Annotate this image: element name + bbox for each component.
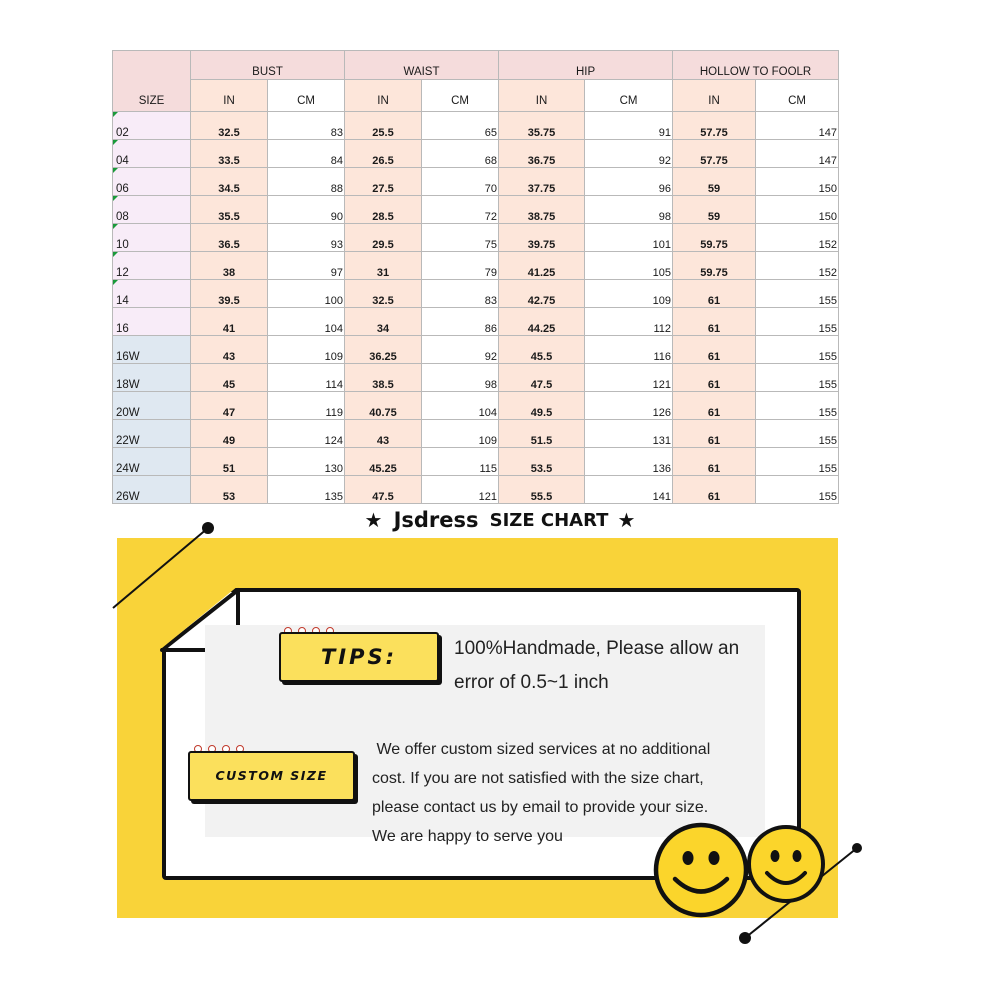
table-row [113,476,839,504]
htf-in-cell: 61 [673,280,756,308]
waist-cm-cell: 121 [422,476,499,504]
size-cell [113,336,191,364]
htf-cm-cell: 150 [756,168,839,196]
hip-in-header: IN [499,80,585,112]
hip-in-cell: 51.5 [499,420,585,448]
waist-in-cell: 45.25 [345,448,422,476]
bust-cm-cell: 124 [268,420,345,448]
waist-header: WAIST [345,51,499,80]
bust-cm-cell: 114 [268,364,345,392]
htf-cm-cell: 155 [756,336,839,364]
htf-cm-cell: 155 [756,392,839,420]
waist-in-cell: 29.5 [345,224,422,252]
table-row [113,420,839,448]
size-label: 26W [116,491,140,503]
waist-cm-cell: 65 [422,112,499,140]
htf-cm-cell: 155 [756,448,839,476]
htf-in-cell: 57.75 [673,140,756,168]
hip-in-cell: 39.75 [499,224,585,252]
waist-in-cell: 32.5 [345,280,422,308]
hip-cm-cell: 98 [585,196,673,224]
waist-in-cell: 36.25 [345,336,422,364]
htf-in-cell: 59.75 [673,252,756,280]
waist-in-cell: 34 [345,308,422,336]
size-label: 16W [116,351,140,363]
htf-in-cell: 61 [673,364,756,392]
cell-marker-icon [113,168,118,173]
hip-in-cell: 55.5 [499,476,585,504]
size-cell [113,280,191,308]
bust-in-cell: 53 [191,476,268,504]
hip-cm-cell: 96 [585,168,673,196]
custom-text-line: We are happy to serve you [372,828,563,845]
bust-in-cell: 36.5 [191,224,268,252]
hip-cm-cell: 131 [585,420,673,448]
bust-cm-header: CM [268,80,345,112]
bust-cm-cell: 93 [268,224,345,252]
size-column-header: SIZE [113,51,191,112]
waist-cm-cell: 72 [422,196,499,224]
bust-in-cell: 51 [191,448,268,476]
htf-in-cell: 61 [673,448,756,476]
size-cell [113,196,191,224]
cell-marker-icon [113,112,118,117]
bust-in-cell: 38 [191,252,268,280]
table-row [113,196,839,224]
hip-cm-cell: 141 [585,476,673,504]
table-row [113,112,839,140]
hip-cm-header: CM [585,80,673,112]
waist-in-cell: 25.5 [345,112,422,140]
size-cell [113,448,191,476]
group-header-row [113,51,839,80]
bust-cm-cell: 135 [268,476,345,504]
size-table-body [113,112,839,504]
bust-in-cell: 34.5 [191,168,268,196]
cell-marker-icon [113,224,118,229]
htf-cm-header: CM [756,80,839,112]
size-label: 24W [116,463,140,475]
hip-cm-cell: 136 [585,448,673,476]
cell-marker-icon [113,252,118,257]
waist-in-header: IN [345,80,422,112]
bust-in-cell: 35.5 [191,196,268,224]
hip-cm-cell: 116 [585,336,673,364]
tips-text-line: 100%Handmade, Please allow an [454,638,740,659]
tips-badge: TIPS: [279,632,439,682]
hollow-to-floor-header: HOLLOW TO FOOLR [673,51,839,80]
size-cell [113,140,191,168]
cell-marker-icon [113,196,118,201]
hip-in-cell: 42.75 [499,280,585,308]
htf-in-cell: 57.75 [673,112,756,140]
htf-cm-cell: 152 [756,252,839,280]
table-row [113,252,839,280]
hip-cm-cell: 101 [585,224,673,252]
waist-in-cell: 47.5 [345,476,422,504]
waist-cm-cell: 79 [422,252,499,280]
bust-in-cell: 47 [191,392,268,420]
hip-in-cell: 53.5 [499,448,585,476]
waist-in-cell: 27.5 [345,168,422,196]
size-label: 02 [116,127,129,139]
size-cell [113,476,191,504]
bust-in-cell: 39.5 [191,280,268,308]
htf-in-cell: 61 [673,476,756,504]
htf-in-cell: 61 [673,420,756,448]
bust-in-cell: 41 [191,308,268,336]
size-cell [113,224,191,252]
tips-text-line: error of 0.5~1 inch [454,672,609,693]
waist-cm-cell: 83 [422,280,499,308]
table-row [113,308,839,336]
htf-in-cell: 61 [673,392,756,420]
bust-cm-cell: 119 [268,392,345,420]
size-label: 22W [116,435,140,447]
star-icon: ★ [617,508,636,532]
bust-in-header: IN [191,80,268,112]
waist-in-cell: 40.75 [345,392,422,420]
size-label: 14 [116,295,129,307]
size-label: 06 [116,183,129,195]
hip-in-cell: 37.75 [499,168,585,196]
waist-cm-cell: 98 [422,364,499,392]
hip-header: HIP [499,51,673,80]
size-cell [113,112,191,140]
bust-in-cell: 32.5 [191,112,268,140]
waist-cm-cell: 75 [422,224,499,252]
htf-cm-cell: 152 [756,224,839,252]
htf-in-cell: 61 [673,308,756,336]
bust-cm-cell: 109 [268,336,345,364]
bust-in-cell: 45 [191,364,268,392]
hip-in-cell: 38.75 [499,196,585,224]
size-cell [113,364,191,392]
htf-in-cell: 61 [673,336,756,364]
hip-in-cell: 49.5 [499,392,585,420]
waist-cm-cell: 68 [422,140,499,168]
bust-in-cell: 33.5 [191,140,268,168]
table-row [113,280,839,308]
size-cell [113,420,191,448]
size-cell [113,252,191,280]
bust-cm-cell: 90 [268,196,345,224]
waist-in-cell: 38.5 [345,364,422,392]
size-chart-label: SIZE CHART [489,509,609,531]
size-label: 18W [116,379,140,391]
brand-name: Jsdress [393,508,479,532]
hip-in-cell: 47.5 [499,364,585,392]
hip-cm-cell: 109 [585,280,673,308]
tips-text [454,632,784,700]
waist-cm-header: CM [422,80,499,112]
htf-in-cell: 59 [673,168,756,196]
htf-cm-cell: 155 [756,280,839,308]
hip-cm-cell: 121 [585,364,673,392]
hip-in-cell: 41.25 [499,252,585,280]
size-label: 10 [116,239,129,251]
custom-size-text [372,735,772,851]
waist-cm-cell: 92 [422,336,499,364]
size-label: 08 [116,211,129,223]
waist-cm-cell: 86 [422,308,499,336]
waist-in-cell: 31 [345,252,422,280]
htf-in-cell: 59 [673,196,756,224]
size-cell [113,392,191,420]
table-row [113,224,839,252]
htf-cm-cell: 150 [756,196,839,224]
table-row [113,392,839,420]
table-row [113,448,839,476]
waist-cm-cell: 104 [422,392,499,420]
table-row [113,336,839,364]
bust-cm-cell: 100 [268,280,345,308]
size-label: 04 [116,155,129,167]
hip-cm-cell: 126 [585,392,673,420]
bust-cm-cell: 88 [268,168,345,196]
htf-cm-cell: 155 [756,476,839,504]
htf-cm-cell: 147 [756,112,839,140]
size-cell [113,308,191,336]
custom-text-line: We offer custom sized services at no additional [372,741,711,758]
size-chart-table [112,50,839,504]
hip-cm-cell: 91 [585,112,673,140]
table-row [113,364,839,392]
hip-cm-cell: 105 [585,252,673,280]
bust-cm-cell: 97 [268,252,345,280]
hip-in-cell: 35.75 [499,112,585,140]
htf-cm-cell: 155 [756,364,839,392]
htf-in-header: IN [673,80,756,112]
table-row [113,168,839,196]
waist-in-cell: 43 [345,420,422,448]
custom-size-badge: CUSTOM SIZE [188,751,355,801]
chart-title [0,508,1000,532]
size-label: 20W [116,407,140,419]
star-icon: ★ [364,508,383,532]
table-row [113,140,839,168]
hip-cm-cell: 112 [585,308,673,336]
waist-cm-cell: 115 [422,448,499,476]
htf-cm-cell: 147 [756,140,839,168]
htf-cm-cell: 155 [756,420,839,448]
size-label: 16 [116,323,129,335]
bust-in-cell: 49 [191,420,268,448]
htf-cm-cell: 155 [756,308,839,336]
hip-in-cell: 44.25 [499,308,585,336]
waist-cm-cell: 70 [422,168,499,196]
unit-header-row [113,80,839,112]
size-label: 12 [116,267,129,279]
bust-cm-cell: 83 [268,112,345,140]
hip-in-cell: 45.5 [499,336,585,364]
waist-cm-cell: 109 [422,420,499,448]
bust-header: BUST [191,51,345,80]
bust-cm-cell: 104 [268,308,345,336]
custom-text-line: cost. If you are not satisfied with the size chart, [372,770,704,787]
waist-in-cell: 26.5 [345,140,422,168]
size-cell [113,168,191,196]
waist-in-cell: 28.5 [345,196,422,224]
bust-in-cell: 43 [191,336,268,364]
htf-in-cell: 59.75 [673,224,756,252]
cell-marker-icon [113,280,118,285]
custom-text-line: please contact us by email to provide your size. [372,799,709,816]
bust-cm-cell: 130 [268,448,345,476]
hip-cm-cell: 92 [585,140,673,168]
hip-in-cell: 36.75 [499,140,585,168]
cell-marker-icon [113,140,118,145]
bust-cm-cell: 84 [268,140,345,168]
